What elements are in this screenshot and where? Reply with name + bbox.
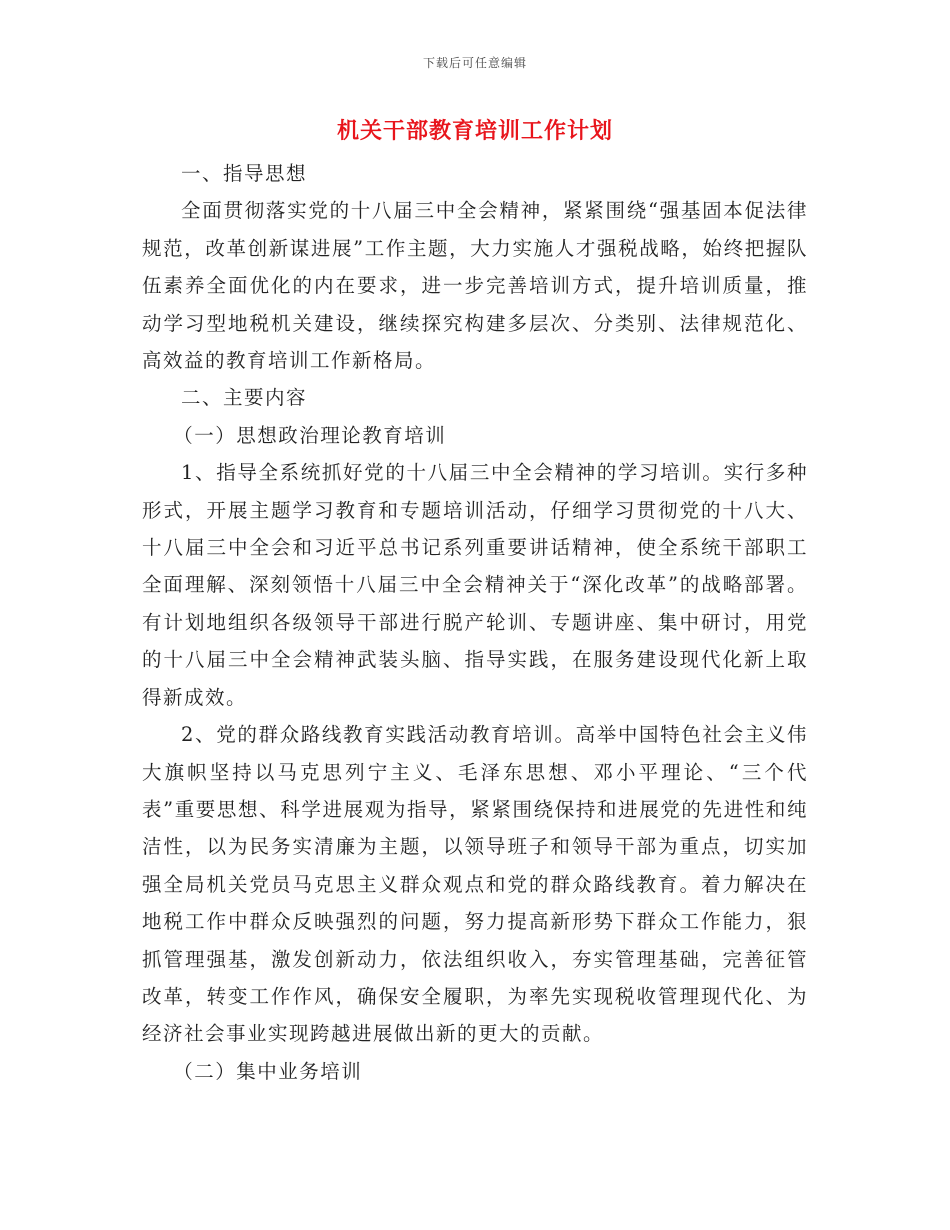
document-body xyxy=(142,155,808,1090)
subheading-political-theory-training: （一）思想政治理论教育培训 xyxy=(173,423,447,447)
paragraph-item-1: 1、指导全系统抓好党的十八届三中全会精神的学习培训。实行多种形式，开展主题学习教育和专题培训活动，仔细学习贯彻党的十八大、十八届三中全会和习近平总书记系列重要讲话精神，使全系统干部职工全面理解、深刻领悟十八届三中全会精神关于“深化改革”的战略部署。有计划地组织各级领导干部进行脱产轮训、专题讲座、集中研讨，用党的十八届三中全会精神武装头脑、指导实践，在服务建设现代化新上取得新成效。 xyxy=(142,461,808,709)
section-heading-main-content: 二、主要内容 xyxy=(181,386,308,410)
subheading-business-training: （二）集中业务培训 xyxy=(173,1059,363,1083)
paragraph-guiding-ideology: 全面贯彻落实党的十八届三中全会精神，紧紧围绕“强基固本促法律规范，改革创新谋进展”工作主题，大力实施人才强税战略，始终把握队伍素养全面优化的内在要求，进一步完善培训方式，提升培训质量，推动学习型地税机关建设，继续探究构建多层次、分类别、法律规范化、高效益的教育培训工作新格局。 xyxy=(142,199,808,373)
section-heading-guiding-ideology: 一、指导思想 xyxy=(181,162,308,185)
document-title: 机关干部教育培训工作计划 xyxy=(336,118,613,144)
paragraph-item-2: 2、党的群众路线教育实践活动教育培训。高举中国特色社会主义伟大旗帜坚持以马克思列宁主义、毛泽东思想、邓小平理论、“三个代表”重要思想、科学进展观为指导，紧紧围绕保持和进展党的先进性和纯洁性，以为民务实清廉为主题，以领导班子和领导干部为重点，切实加强全局机关党员马克思主义群众观点和党的群众路线教育。着力解决在地税工作中群众反映强烈的问题，努力提高新形势下群众工作能力，狠抓管理强基，激发创新动力，依法组织收入，夯实管理基础，完善征管改革，转变工作作风，确保安全履职，为率先实现税收管理现代化、为经济社会事业实现跨越进展做出新的更大的贡献。 xyxy=(142,723,808,1046)
header-note: 下载后可任意编辑 xyxy=(422,56,527,70)
